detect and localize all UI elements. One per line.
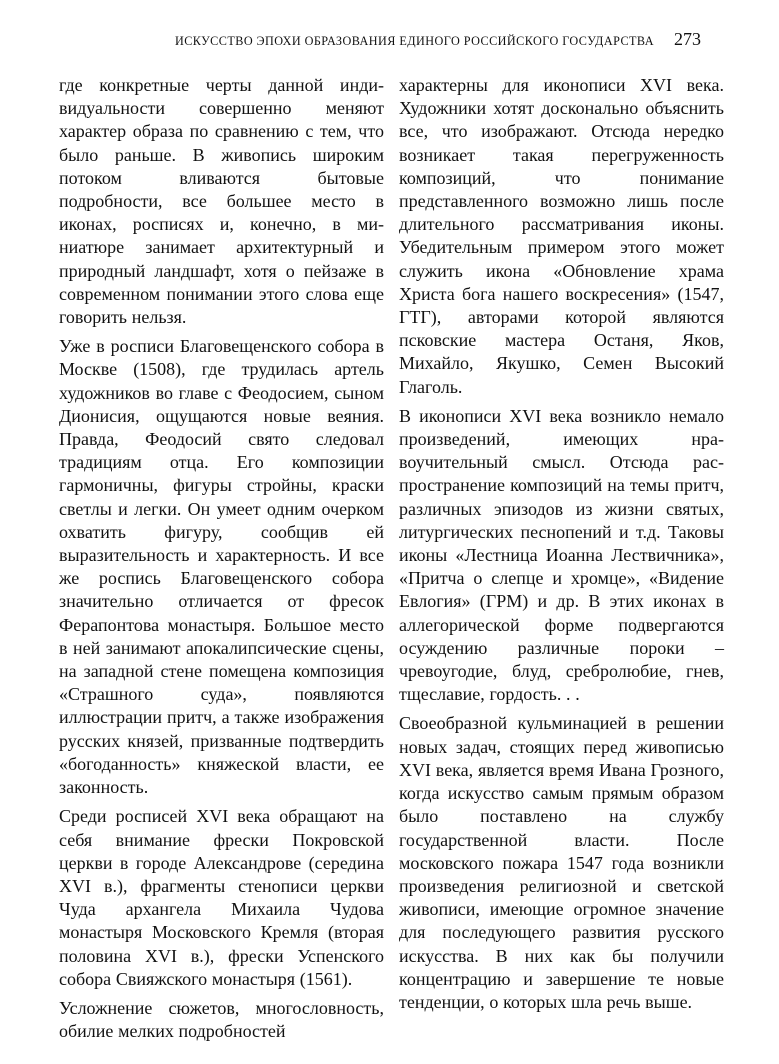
left-paragraph-2: Уже в росписи Благовещенского собора в Москве (1508), где трудилась артель художников во главе с Феодосием, сыном Дионисия, ощущаются новые веяния. Правда, Феодосий свято следовал традициям отца. Его композиции гармоничны, фигуры стройны, краски светлы и легки. Он умеет одним очерком охватить фигуру, сообщив ей выразительность и характерность. И все же роспись Благовещенского собора значительно отличается от фресок Ферапонтова монастыря. Большое место в ней занимают апокалипсические сцены, на западной стене помещена композиция «Страшного суда», появляются иллюстрации притч, а также изображения русских князей, призванные подтвердить «богоданность» княжеской власти, ее законность. <box>59 336 384 798</box>
running-title: ИСКУССТВО ЭПОХИ ОБРАЗОВАНИЯ ЕДИНОГО РОССИЙСКОГО ГОСУДАРСТВА <box>174 34 654 48</box>
right-paragraph-2: В иконописи XVI века возникло немало произведений, имеющих нравоучительный смысл. Отсюда распространение композиций на темы притч, различных эпизодов из жизни святых, литургических песнопений и т.д. Таковы иконы «Лестница Иоанна Лествичника», «Притча о слепце и хромце», «Видение Евлогия» (ГРМ) и др. В этих иконах в аллегорической форме подвергаются осуждению различные пороки – чревоугодие, блуд, сребролюбие, гнев, тщеславие, гордость. . . <box>399 405 724 705</box>
left-paragraph-4: Усложнение сюжетов, многословность, обилие мелких подробностей <box>59 997 384 1042</box>
right-paragraph-1: характерны для иконописи XVI века. Художники хотят досконально объяснить все, что изображают. Отсюда нередко возникает такая перегруженность композиций, что понимание представленного возможно лишь после длительного рассматривания иконы. Убедительным примером этого может служить икона «Обновление храма Христа бога нашего воскресения» (1547, ГТГ), авторами которой являются псковские мастера Останя, Яков, Михайло, Якушко, Семен Высокий Глаголь. <box>399 75 724 397</box>
page-number: 273 <box>674 29 701 49</box>
left-text-column <box>59 74 384 1043</box>
running-header <box>58 30 701 56</box>
left-paragraph-1: где конкретные черты данной индивидуальности совершенно меняют характер образа по сравнению с тем, что было раньше. В живопись широким потоком вливаются бытовые подробности, все большее место в иконах, росписях и, конечно, в миниатюре занимает архитектурный и природный ландшафт, хотя о пейзаже в современном понимании этого слова еще говорить нельзя. <box>59 75 384 328</box>
left-paragraph-3: Среди росписей XVI века обращают на себя внимание фрески Покровской церкви в городе Александрове (середина XVI в.), фрагменты стенописи церкви Чуда архангела Михаила Чудова монастыря Московского Кремля (вторая половина XVI в.), фрески Успенского собора Свияжского монастыря (1561). <box>59 806 384 989</box>
right-text-column <box>399 74 724 1014</box>
right-paragraph-3: Своеобразной кульминацией в решении новых задач, стоящих перед живописью XVI века, является время Ивана Грозного, когда искусство самым прямым образом было поставлено на службу государственной власти. После московского пожара 1547 года возникли произведения религиозной и светской живописи, имеющие огромное значение для последующего развития русского искусства. В них как бы получили концентрацию и завершение те новые тенденции, о которых шла речь выше. <box>399 713 724 1012</box>
